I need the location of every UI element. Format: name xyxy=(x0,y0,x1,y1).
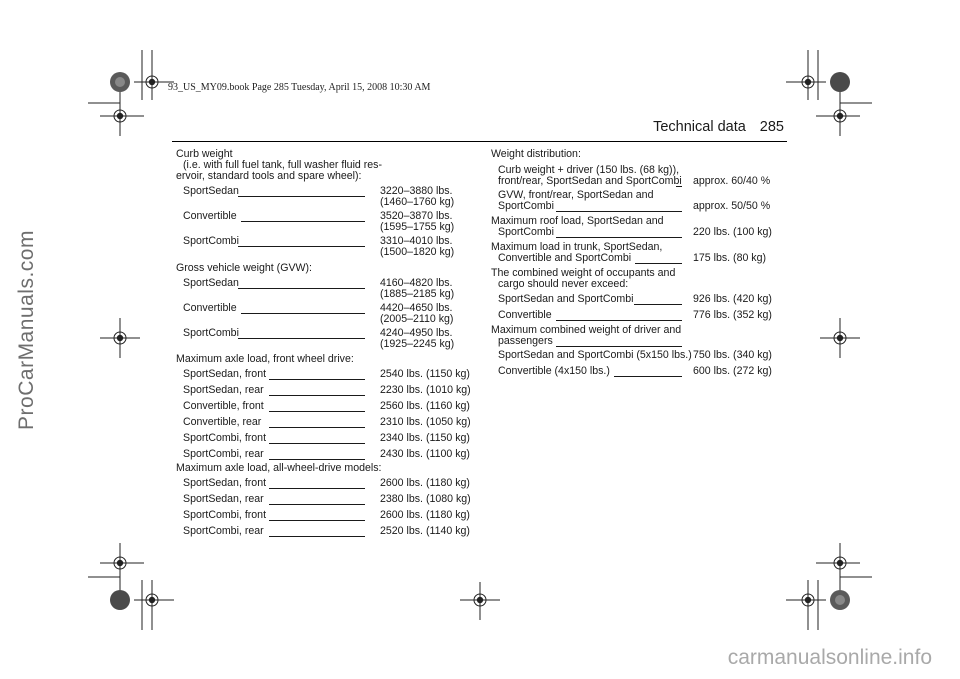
gvw-heading: Gross vehicle weight (GVW): xyxy=(176,262,312,274)
leader-line xyxy=(269,411,365,412)
row-label: SportSedan xyxy=(183,185,239,197)
leader-line xyxy=(556,211,682,212)
weight-distribution-heading: Weight distribution: xyxy=(491,148,581,160)
row-value: 4160–4820 lbs. xyxy=(380,277,453,289)
row-value: 2600 lbs. (1180 kg) xyxy=(380,477,470,489)
leader-line xyxy=(556,346,682,347)
axle-fwd-row xyxy=(183,449,473,462)
row-value: approx. 60/40 % xyxy=(693,175,771,187)
axle-awd-row xyxy=(183,478,473,491)
curb-weight-row xyxy=(183,186,473,210)
driver-passengers-row xyxy=(498,350,788,363)
row-value: approx. 50/50 % xyxy=(693,200,771,212)
driver-passengers-row xyxy=(498,366,788,379)
leader-line xyxy=(635,263,682,264)
axle-fwd-row xyxy=(183,417,473,430)
row-label: Convertible xyxy=(498,309,552,321)
leader-line xyxy=(238,246,365,247)
row-label: Convertible, rear xyxy=(183,416,262,428)
leader-line xyxy=(241,221,365,222)
leader-line xyxy=(238,196,365,197)
axle-fwd-row xyxy=(183,369,473,382)
row-label-line1: Curb weight + driver (150 lbs. (68 kg)), xyxy=(498,164,680,176)
curb-weight-row xyxy=(183,211,473,235)
row-value: 2520 lbs. (1140 kg) xyxy=(380,525,470,537)
axle-awd-row xyxy=(183,526,473,539)
row-label-line2: front/rear, SportSedan and SportCombi xyxy=(498,175,682,187)
trunk-load-row xyxy=(491,242,788,266)
leader-line xyxy=(676,186,682,187)
axle-fwd-heading: Maximum axle load, front wheel drive: xyxy=(176,353,354,365)
row-label-line2: SportCombi xyxy=(498,226,554,238)
leader-line xyxy=(269,379,365,380)
driver-passengers-heading-line2-row xyxy=(498,336,788,349)
roof-load-row xyxy=(491,216,788,240)
row-label: Convertible (4x150 lbs.) xyxy=(498,365,610,377)
row-value: 175 lbs. (80 kg) xyxy=(693,252,767,264)
occupants-heading-line2: cargo should never exceed: xyxy=(498,278,629,290)
row-label: SportSedan, rear xyxy=(183,493,264,505)
occupants-row xyxy=(498,310,788,323)
gvw-row xyxy=(183,328,473,352)
row-value: 750 lbs. (340 kg) xyxy=(693,349,772,361)
row-label: SportCombi xyxy=(183,235,239,247)
row-value: 2230 lbs. (1010 kg) xyxy=(380,384,471,396)
row-value: 2430 lbs. (1100 kg) xyxy=(380,448,470,460)
row-value: 2310 lbs. (1050 kg) xyxy=(380,416,471,428)
axle-fwd-row xyxy=(183,385,473,398)
row-value: 2560 lbs. (1160 kg) xyxy=(380,400,470,412)
row-value: 600 lbs. (272 kg) xyxy=(693,365,772,377)
print-header: 93_US_MY09.book Page 285 Tuesday, April 15, 2008 10:30 AM xyxy=(168,82,431,93)
row-label: Convertible, front xyxy=(183,400,264,412)
leader-line xyxy=(556,320,682,321)
leader-line xyxy=(634,304,682,305)
leader-line xyxy=(269,536,365,537)
leader-line xyxy=(269,488,365,489)
row-value-metric: (2005–2110 kg) xyxy=(380,313,454,325)
row-value: 2380 lbs. (1080 kg) xyxy=(380,493,471,505)
row-value: 4420–4650 lbs. xyxy=(380,302,453,314)
axle-fwd-row xyxy=(183,433,473,446)
leader-line xyxy=(269,504,365,505)
row-label: SportCombi, front xyxy=(183,432,267,444)
driver-passengers-heading-line1: Maximum combined weight of driver and xyxy=(491,324,682,336)
leader-line xyxy=(238,338,365,339)
row-value-metric: (1595–1755 kg) xyxy=(380,221,455,233)
row-label: SportSedan, front xyxy=(183,368,267,380)
row-value: 2340 lbs. (1150 kg) xyxy=(380,432,470,444)
row-value: 776 lbs. (352 kg) xyxy=(693,309,772,321)
leader-line xyxy=(614,376,682,377)
page-title: Technical data xyxy=(653,119,746,135)
page-number: 285 xyxy=(759,119,784,135)
axle-fwd-row xyxy=(183,401,473,414)
row-value: 3520–3870 lbs. xyxy=(380,210,453,222)
leader-line xyxy=(241,313,365,314)
side-watermark: ProCarManuals.com xyxy=(15,230,38,430)
leader-line xyxy=(269,395,365,396)
axle-awd-heading: Maximum axle load, all-wheel-drive models: xyxy=(176,462,382,474)
curb-weight-note-1: (i.e. with full fuel tank, full washer fluid res- xyxy=(183,159,383,171)
row-label: SportCombi, rear xyxy=(183,525,264,537)
row-value: 4240–4950 lbs. xyxy=(380,327,453,339)
page-heading xyxy=(560,119,784,135)
bottom-watermark: carmanualsonline.info xyxy=(727,646,932,669)
row-value: 3310–4010 lbs. xyxy=(380,235,453,247)
axle-awd-row xyxy=(183,510,473,523)
weight-distribution-row xyxy=(498,165,788,189)
leader-line xyxy=(269,459,365,460)
row-label-line1: Maximum roof load, SportSedan and xyxy=(491,215,664,227)
row-label: SportCombi xyxy=(183,327,239,339)
row-value: 2540 lbs. (1150 kg) xyxy=(380,368,470,380)
weight-distribution-row xyxy=(498,190,788,214)
occupants-heading-line1: The combined weight of occupants and xyxy=(491,267,676,279)
leader-line xyxy=(269,520,365,521)
row-label: SportSedan and SportCombi xyxy=(498,293,634,305)
row-label: SportSedan, rear xyxy=(183,384,264,396)
row-label-line2: Convertible and SportCombi xyxy=(498,252,632,264)
gvw-row xyxy=(183,303,473,327)
leader-line xyxy=(269,443,365,444)
leader-line xyxy=(556,237,682,238)
curb-weight-note-2: ervoir, standard tools and spare wheel): xyxy=(176,170,362,182)
row-label-line1: GVW, front/rear, SportSedan and xyxy=(498,189,654,201)
curb-weight-heading: Curb weight xyxy=(176,148,233,160)
row-value: 2600 lbs. (1180 kg) xyxy=(380,509,470,521)
row-label: Convertible xyxy=(183,210,237,222)
row-value-metric: (1885–2185 kg) xyxy=(380,288,455,300)
row-label: SportSedan, front xyxy=(183,477,267,489)
curb-weight-row xyxy=(183,236,473,260)
row-value: 3220–3880 lbs. xyxy=(380,185,453,197)
occupants-row xyxy=(498,294,788,307)
row-value-metric: (1500–1820 kg) xyxy=(380,246,455,258)
row-value-metric: (1925–2245 kg) xyxy=(380,338,455,350)
row-label: SportSedan and SportCombi (5x150 lbs.) xyxy=(498,349,692,361)
row-label: SportCombi, front xyxy=(183,509,267,521)
row-label: passengers xyxy=(498,335,553,347)
row-label: SportCombi, rear xyxy=(183,448,264,460)
leader-line xyxy=(269,427,365,428)
axle-awd-row xyxy=(183,494,473,507)
row-label: Convertible xyxy=(183,302,237,314)
row-value: 926 lbs. (420 kg) xyxy=(693,293,772,305)
row-value: 220 lbs. (100 kg) xyxy=(693,226,772,238)
row-value-metric: (1460–1760 kg) xyxy=(380,196,455,208)
header-rule xyxy=(172,141,787,142)
row-label-line1: Maximum load in trunk, SportSedan, xyxy=(491,241,663,253)
row-label: SportSedan xyxy=(183,277,239,289)
gvw-row xyxy=(183,278,473,302)
leader-line xyxy=(238,288,365,289)
row-label-line2: SportCombi xyxy=(498,200,554,212)
